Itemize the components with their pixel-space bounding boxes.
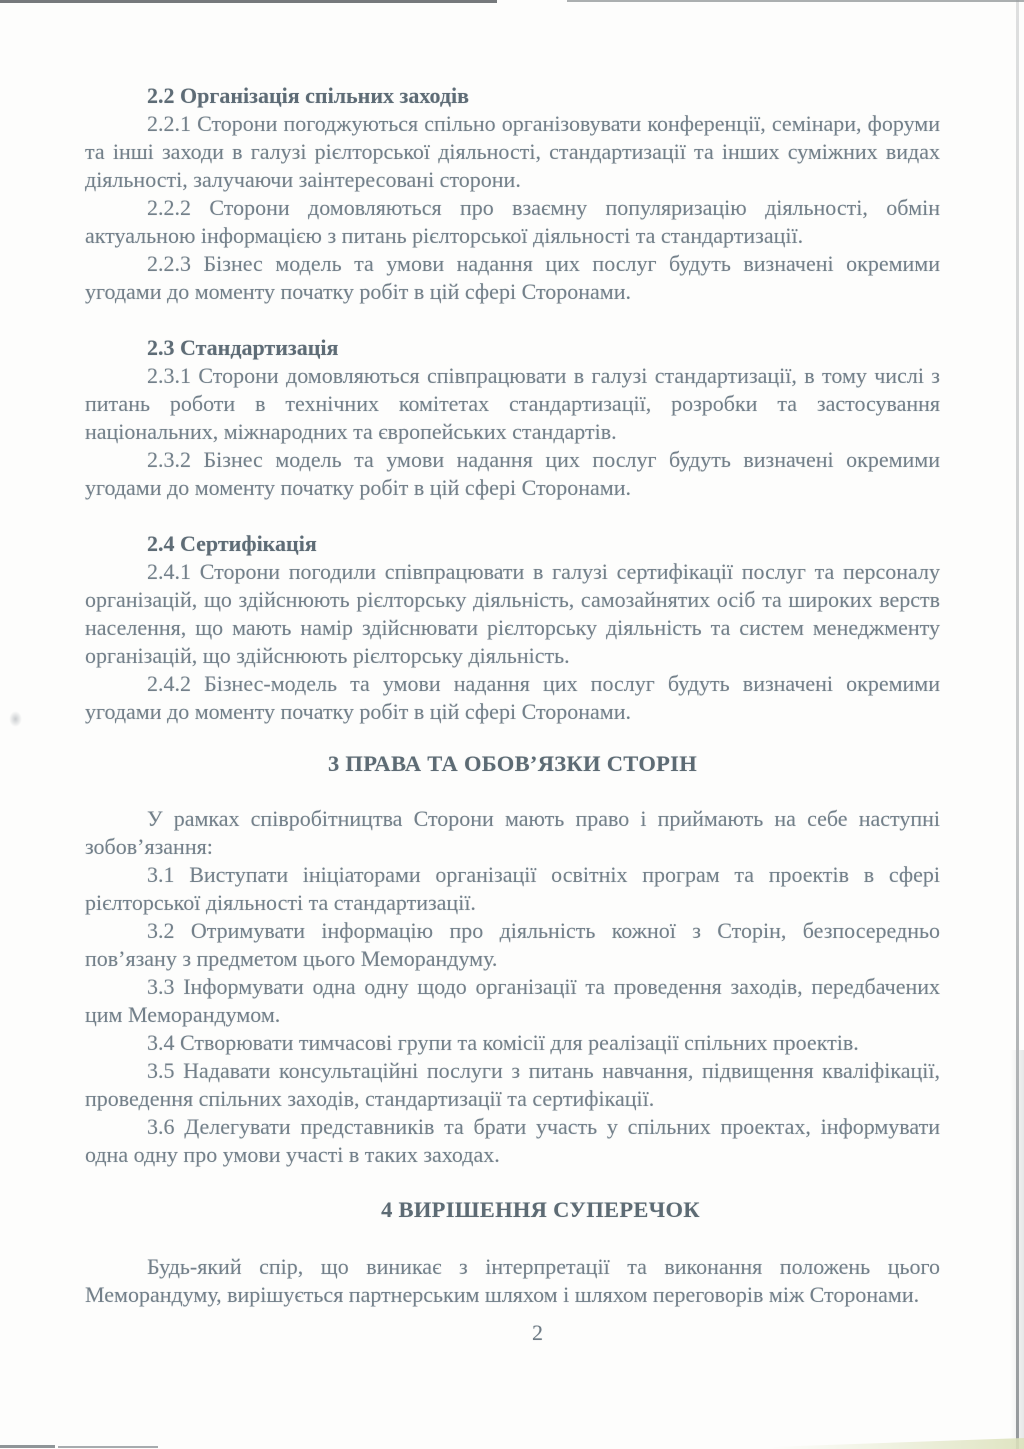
scan-artifact-next-page-edge (770, 1436, 1024, 1449)
scan-artifact-margin-smudge (9, 711, 22, 727)
scan-artifact-right-shadow (1010, 1050, 1024, 1449)
paragraph-3-intro: У рамках співробітництва Сторони мають право і приймають на себе наступні зобов’язання: (85, 806, 940, 859)
paragraph-2-2-1: 2.2.1 Сторони погоджуються спільно організовувати конференції, семінари, форуми та інші заходи в галузі рієлторської діяльності, стандартизації та інших суміжних видах діяльності, залучаючи заінтересовані сторони. (85, 111, 940, 192)
section-2-4 (85, 530, 940, 726)
scan-artifact-bottom-left-line (0, 1445, 55, 1448)
scan-artifact-right-edge (1016, 0, 1019, 1449)
section-2-2 (85, 82, 940, 306)
paragraph-2-4-1: 2.4.1 Сторони погодили співпрацювати в галузі сертифікації послуг та персоналу організацій, що здійснюють рієлторську діяльність, самозайнятих осіб та широких верств населення, що мають намір здійснювати рієлторську діяльність та систем менеджменту організацій, що здійснюють рієлторську діяльність. (85, 559, 940, 668)
paragraph-2-3-1: 2.3.1 Сторони домовляються співпрацювати в галузі стандартизації, в тому числі з питань роботи в технічних комітетах стандартизації, розробки та застосування національних, міжнародних та європейських стандартів. (85, 363, 940, 444)
scan-artifact-bottom-left-line2 (58, 1446, 158, 1448)
section-2-4-heading: 2.4 Сертифікація (147, 531, 317, 556)
section-2-2-heading: 2.2 Організація спільних заходів (147, 83, 470, 108)
paragraph-3-1: 3.1 Виступати ініціаторами організації освітніх програм та проектів в сфері рієлторської діяльності та стандартизації. (85, 862, 940, 915)
document-content (85, 82, 940, 1347)
paragraph-3-3: 3.3 Інформувати одна одну щодо організації та проведення заходів, передбачених цим Меморандумом. (85, 974, 940, 1027)
section-4-heading: 4 ВИРІШЕННЯ СУПЕРЕЧОК (381, 1197, 700, 1222)
page-number: 2 (532, 1320, 543, 1345)
section-2-3-heading: 2.3 Стандартизація (147, 335, 339, 360)
paragraph-2-2-2: 2.2.2 Сторони домовляються про взаємну популяризацію діяльності, обмін актуальною інформацією з питань рієлторської діяльності та стандартизації. (85, 195, 940, 248)
paragraph-3-5: 3.5 Надавати консультаційні послуги з питань навчання, підвищення кваліфікації, проведення спільних заходів, стандартизації та сертифікації. (85, 1058, 940, 1111)
paragraph-3-2: 3.2 Отримувати інформацію про діяльність кожної з Сторін, безпосередньо пов’язану з предметом цього Меморандуму. (85, 918, 940, 971)
section-3 (85, 750, 940, 1169)
section-2-3 (85, 334, 940, 502)
section-3-heading: 3 ПРАВА ТА ОБОВ’ЯЗКИ СТОРІН (327, 751, 698, 776)
section-4 (85, 1196, 940, 1309)
paragraph-3-6: 3.6 Делегувати представників та брати участь у спільних проектах, інформувати одна одну про умови участі в таких заходах. (85, 1114, 940, 1167)
paragraph-4-1: Будь-який спір, що виникає з інтерпретації та виконання положень цього Меморандуму, вирішується партнерським шляхом і шляхом переговорів між Сторонами. (85, 1254, 940, 1307)
paragraph-2-4-2: 2.4.2 Бізнес-модель та умови надання цих послуг будуть визначені окремими угодами до моменту початку робіт в цій сфері Сторонами. (85, 671, 940, 724)
scan-artifact-top-line-right (567, 0, 1024, 2)
paragraph-2-2-3: 2.2.3 Бізнес модель та умови надання цих послуг будуть визначені окремими угодами до моменту початку робіт в цій сфері Сторонами. (85, 251, 940, 304)
paragraph-3-4: 3.4 Створювати тимчасові групи та комісії для реалізації спільних проектів. (147, 1030, 859, 1055)
paragraph-2-3-2: 2.3.2 Бізнес модель та умови надання цих послуг будуть визначені окремими угодами до моменту початку робіт в цій сфері Сторонами. (85, 447, 940, 500)
scan-artifact-top-line-left (0, 0, 497, 3)
